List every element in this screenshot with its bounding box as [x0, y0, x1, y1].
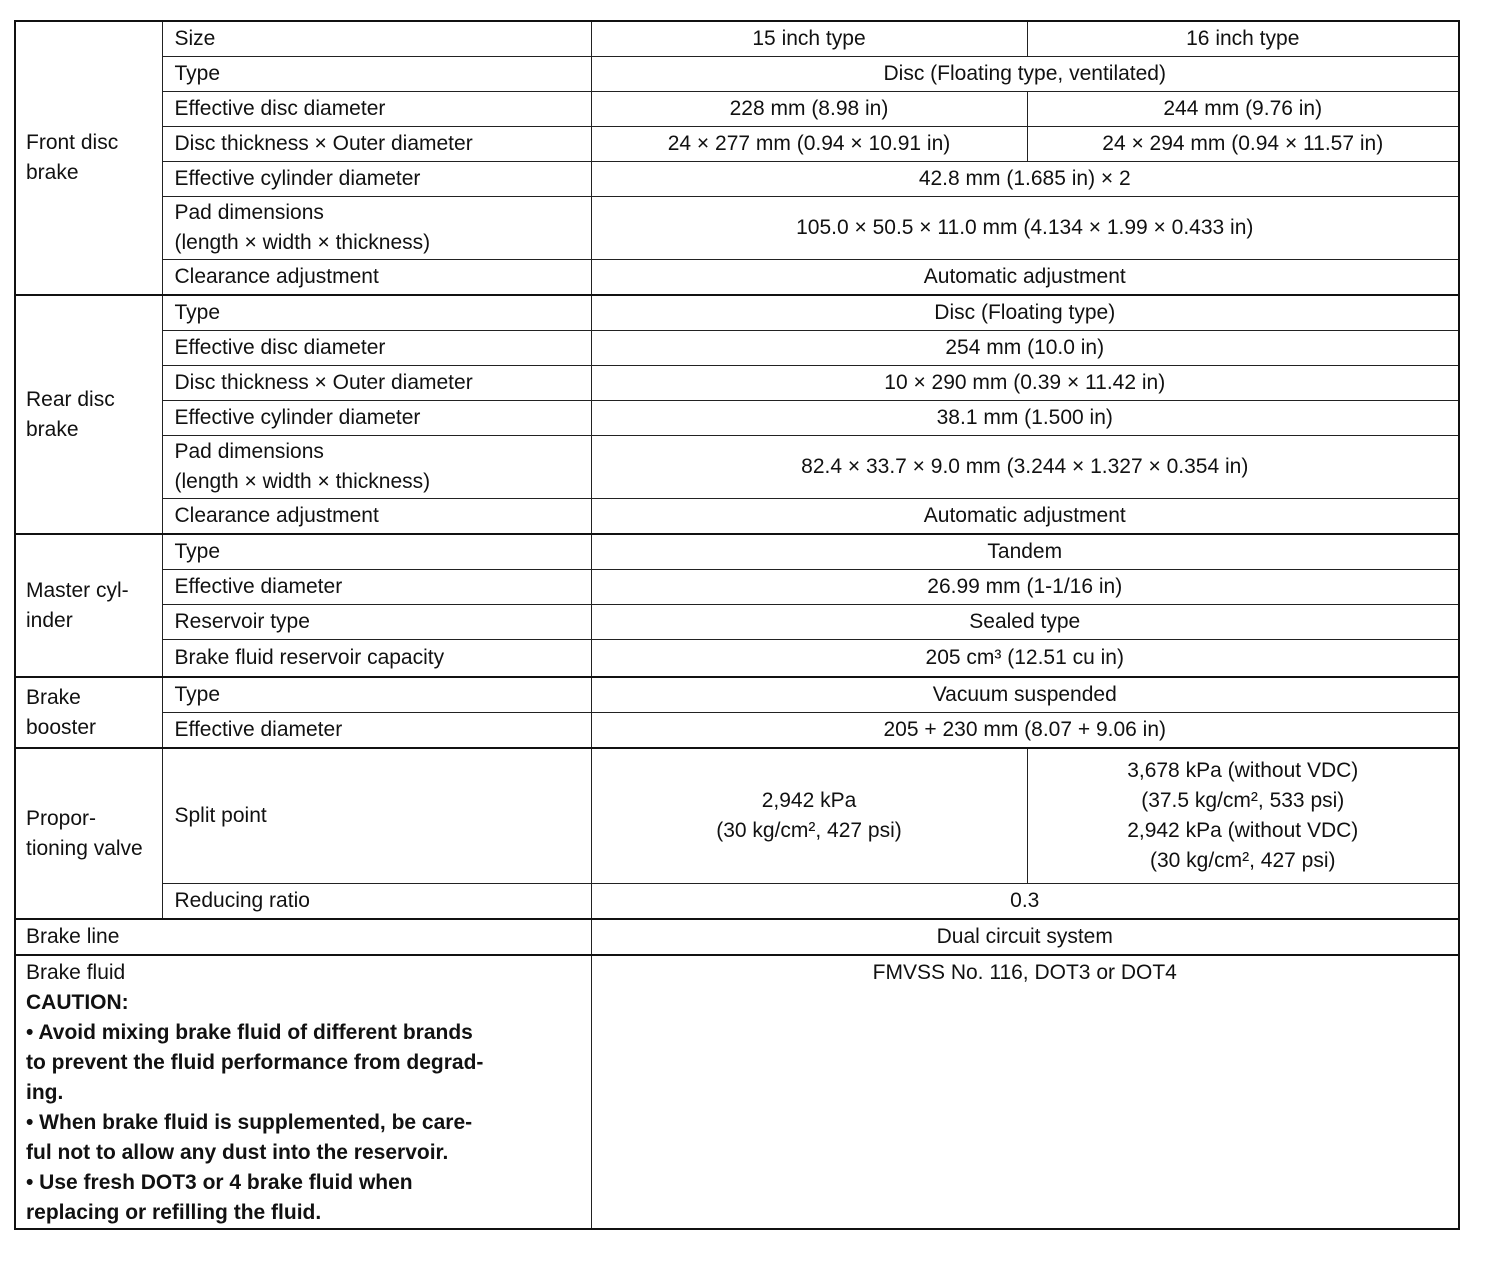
front-size-row — [15, 21, 1459, 57]
cell: 24 × 277 mm (0.94 × 10.91 in) — [591, 127, 1027, 162]
cell: 10 × 290 mm (0.39 × 11.42 in) — [591, 366, 1459, 401]
caution-line: ful not to allow any dust into the reservoir. — [26, 1141, 449, 1164]
cell: 228 mm (8.98 in) — [591, 92, 1027, 127]
row-label: Brake fluid reservoir capacity — [162, 640, 591, 678]
brake-fluid-label: Brake fluid — [26, 961, 126, 984]
row-label — [162, 197, 591, 260]
row-label: Effective cylinder diameter — [162, 401, 591, 436]
brake-fluid-value: FMVSS No. 116, DOT3 or DOT4 — [591, 955, 1459, 1229]
row-label — [162, 436, 591, 499]
caution-line: to prevent the fluid performance from degrad- — [26, 1051, 484, 1074]
cell: 16 inch type — [1027, 21, 1459, 57]
cell — [591, 748, 1027, 884]
row-label: Reservoir type — [162, 605, 591, 640]
rear-disc-brake-group: Rear disc brake — [15, 295, 162, 534]
cell-line: (37.5 kg/cm², 533 psi) — [1141, 789, 1345, 812]
label-line: (length × width × thickness) — [174, 470, 431, 493]
cell: Disc (Floating type) — [591, 295, 1459, 331]
front-disc-brake-group: Front disc brake — [15, 21, 162, 295]
row-label: Type — [162, 534, 591, 570]
cell — [1027, 748, 1459, 884]
label-line: Pad dimensions — [174, 440, 324, 463]
caution-line: replacing or refilling the fluid. — [26, 1201, 322, 1224]
brake-specifications-table — [14, 20, 1460, 1230]
brake-fluid-cell — [15, 955, 591, 1229]
row-label: Type — [162, 57, 591, 92]
caution-line: ing. — [26, 1081, 64, 1104]
proportioning-valve-group: Propor-tioning valve — [15, 748, 162, 919]
label-line: Pad dimensions — [174, 201, 324, 224]
row-label: Split point — [162, 748, 591, 884]
row-label: Effective disc diameter — [162, 92, 591, 127]
cell-line: 2,942 kPa (without VDC) — [1127, 819, 1359, 842]
cell: 105.0 × 50.5 × 11.0 mm (4.134 × 1.99 × 0.433 in) — [591, 197, 1459, 260]
cell: 26.99 mm (1-1/16 in) — [591, 570, 1459, 605]
cell: Tandem — [591, 534, 1459, 570]
cell-line: (30 kg/cm², 427 psi) — [716, 819, 902, 842]
cell: Automatic adjustment — [591, 499, 1459, 535]
cell: 244 mm (9.76 in) — [1027, 92, 1459, 127]
label-line: (length × width × thickness) — [174, 231, 431, 254]
caution-line: • Avoid mixing brake fluid of different brands — [26, 1021, 473, 1044]
cell: 205 + 230 mm (8.07 + 9.06 in) — [591, 713, 1459, 749]
row-label: Reducing ratio — [162, 884, 591, 920]
row-label: Disc thickness × Outer diameter — [162, 366, 591, 401]
caution-heading: CAUTION: — [26, 991, 129, 1014]
master-cylinder-group: Master cyl-inder — [15, 534, 162, 677]
cell: 38.1 mm (1.500 in) — [591, 401, 1459, 436]
row-label: Effective diameter — [162, 570, 591, 605]
row-label: Type — [162, 677, 591, 713]
cell-line: (30 kg/cm², 427 psi) — [1149, 849, 1336, 872]
cell: 82.4 × 33.7 × 9.0 mm (3.244 × 1.327 × 0.354 in) — [591, 436, 1459, 499]
row-label: Effective disc diameter — [162, 331, 591, 366]
cell: 0.3 — [591, 884, 1459, 920]
caution-line: • Use fresh DOT3 or 4 brake fluid when — [26, 1171, 413, 1194]
cell: Dual circuit system — [591, 919, 1459, 955]
brake-line-label: Brake line — [15, 919, 591, 955]
row-label: Effective diameter — [162, 713, 591, 749]
cell: Vacuum suspended — [591, 677, 1459, 713]
cell-line: 2,942 kPa — [761, 789, 857, 812]
cell: Sealed type — [591, 605, 1459, 640]
brake-booster-group: Brake booster — [15, 677, 162, 748]
row-label: Type — [162, 295, 591, 331]
row-label: Clearance adjustment — [162, 499, 591, 535]
row-label: Disc thickness × Outer diameter — [162, 127, 591, 162]
cell-line: 3,678 kPa (without VDC) — [1127, 759, 1359, 782]
row-label: Effective cylinder diameter — [162, 162, 591, 197]
row-label: Size — [162, 21, 591, 57]
cell: 15 inch type — [591, 21, 1027, 57]
cell: 205 cm³ (12.51 cu in) — [591, 640, 1459, 678]
cell: 42.8 mm (1.685 in) × 2 — [591, 162, 1459, 197]
cell: Disc (Floating type, ventilated) — [591, 57, 1459, 92]
cell: 254 mm (10.0 in) — [591, 331, 1459, 366]
cell: Automatic adjustment — [591, 260, 1459, 296]
caution-line: • When brake fluid is supplemented, be care- — [26, 1111, 473, 1134]
row-label: Clearance adjustment — [162, 260, 591, 296]
cell: 24 × 294 mm (0.94 × 11.57 in) — [1027, 127, 1459, 162]
